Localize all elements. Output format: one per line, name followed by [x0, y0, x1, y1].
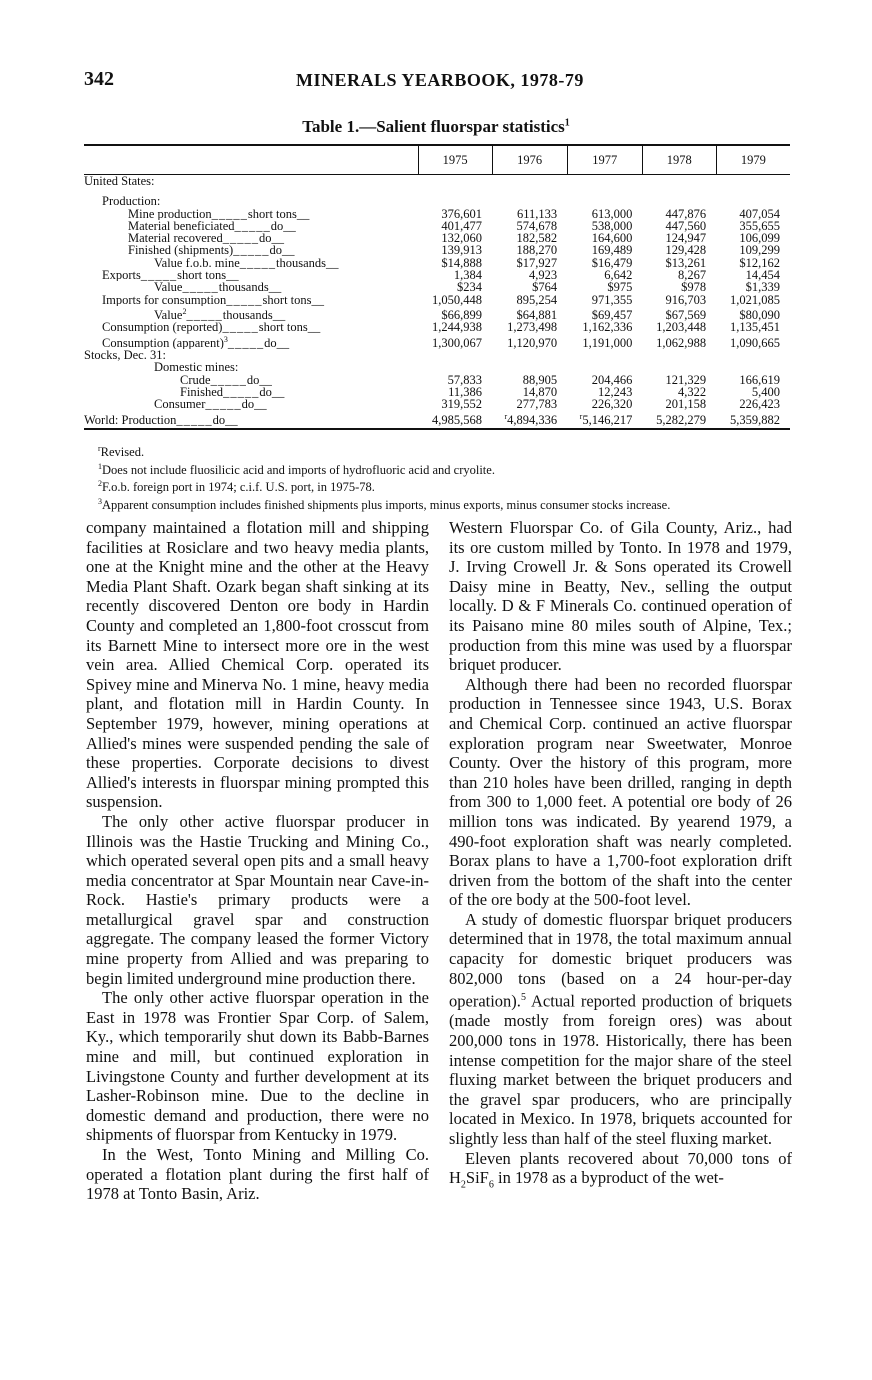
cell-value: $69,457: [591, 308, 633, 323]
cell-value: 1,062,988: [656, 335, 707, 350]
year-header-1979: 1979: [716, 145, 790, 175]
cell-value: 1,162,336: [582, 320, 633, 335]
value-cell-1978: [642, 398, 716, 410]
value-cell-1978: [642, 334, 716, 349]
leader-dots: __: [311, 293, 325, 306]
leader-dots: __: [271, 232, 284, 245]
cell-value: 613,000: [591, 206, 633, 221]
value-cell-1975: [418, 175, 492, 188]
leader-dots: __: [225, 412, 238, 427]
row-unit: do: [241, 398, 255, 411]
revised-mark: r: [504, 411, 508, 421]
table-row: [84, 334, 790, 349]
row-label: [84, 349, 418, 361]
leader-dots: _____: [222, 321, 259, 334]
table-spacer-cell: [84, 187, 790, 195]
cell-value: 916,703: [665, 292, 707, 307]
body-paragraph: Although there had been no recorded fluorspar production in Tennessee since 1943, U.S. Borax and Chemical Corp. continued an active fluorspar exploration program near Sweetwater, Monroe County. Over the history of this program, more than 210 holes have been drilled, ranging in depth from 300 to 1,000 feet. A potential ore body of 26 million tons was indicated. By yearend 1979, a 490-foot exploration shaft was nearly completed. Borax plans to have a 1,700-foot exploration drift driven from the bottom of the shaft into the center of the ore body at the 500-foot level.: [449, 674, 792, 910]
leader-dots: _____: [222, 232, 259, 245]
row-unit: do: [264, 335, 277, 350]
value-cell-1976: [492, 411, 567, 429]
row-label-text: Material beneficiated: [128, 219, 235, 233]
cell-value: 14,870: [522, 385, 558, 400]
table-title-text: Table 1.—Salient fluorspar statistics: [302, 117, 565, 136]
cell-value: $1,339: [745, 280, 780, 295]
leader-dots: __: [272, 308, 286, 322]
cell-value: $978: [681, 280, 707, 295]
row-unit: do: [259, 386, 272, 399]
row-label-text: Production:: [102, 195, 161, 208]
row-unit: thousands: [222, 308, 273, 322]
footnote-mark: 2: [98, 479, 102, 489]
row-label-text: Consumption (apparent): [102, 335, 224, 350]
value-cell-1975: [418, 306, 492, 321]
row-label: [84, 411, 418, 429]
value-cell-1979: [716, 175, 790, 188]
running-head: MINERALS YEARBOOK, 1978-79: [296, 70, 584, 90]
table-row: [84, 306, 790, 321]
table-spacer-row: [84, 187, 790, 195]
cell-value: 1,135,451: [730, 320, 780, 335]
cell-value: 1,050,448: [432, 292, 482, 307]
row-label-footnote-mark: 3: [223, 334, 228, 344]
row-label: [84, 220, 418, 232]
value-cell-1979: [716, 334, 790, 349]
cell-value: 574,678: [516, 218, 558, 233]
cell-value: 6,642: [604, 268, 633, 283]
left-text-column: [86, 518, 429, 1204]
value-cell-1975: [418, 321, 492, 333]
cell-value: $17,927: [516, 255, 558, 270]
value-cell-1975: [418, 334, 492, 349]
paragraph-text: in 1978 as a byproduct of the wet-: [493, 1168, 724, 1188]
value-cell-1977: [567, 294, 642, 306]
row-label: [84, 175, 418, 188]
value-cell-1975: [418, 349, 492, 361]
row-unit: short tons: [258, 321, 308, 334]
value-cell-1977: [567, 306, 642, 321]
value-cell-1975: [418, 294, 492, 306]
cell-value: 11,386: [448, 385, 482, 400]
cell-value: 12,243: [597, 385, 633, 400]
row-label: [84, 386, 418, 398]
cell-value: 182,582: [516, 231, 558, 246]
cell-value: 319,552: [441, 397, 482, 412]
cell-value: 121,329: [665, 372, 707, 387]
row-label: [84, 306, 418, 321]
value-cell-1975: [418, 398, 492, 410]
cell-value: 204,466: [591, 372, 633, 387]
row-label: [84, 334, 418, 349]
row-label: [84, 257, 418, 269]
paragraph-text: A study of domestic fluorspar briquet producers determined that in 1978, the total maximum annual capacity for domestic briquet producers was 802,000 tons (based on a 24 hour-per-day operation).: [449, 909, 792, 1011]
cell-value: 5,359,882: [730, 412, 780, 427]
cell-value: 447,560: [665, 218, 707, 233]
row-label-text: Consumer: [154, 398, 206, 411]
footnote-text: F.o.b. foreign port in 1974; c.i.f. U.S. port, in 1975-78.: [102, 480, 375, 495]
page-number: 342: [84, 68, 114, 90]
cell-value: 8,267: [678, 268, 707, 283]
cell-value: $975: [607, 280, 633, 295]
cell-value: $12,162: [739, 255, 780, 270]
value-cell-1976: [492, 321, 567, 333]
footnote-revised: [98, 442, 798, 460]
value-cell-1979: [716, 321, 790, 333]
cell-value: $66,899: [441, 308, 482, 323]
value-cell-1978: [642, 306, 716, 321]
cell-value: 277,783: [516, 397, 558, 412]
cell-value: 14,454: [745, 268, 780, 283]
cell-value: 132,060: [441, 231, 482, 246]
table-row: [84, 294, 790, 306]
right-text-column: [449, 518, 792, 1195]
cell-value: 139,913: [441, 243, 482, 258]
cell-value: $14,888: [441, 255, 482, 270]
table-stub-header: [84, 145, 418, 175]
cell-value: 447,876: [665, 206, 707, 221]
row-label: [84, 208, 418, 220]
table-row: [84, 411, 790, 429]
cell-value: 109,299: [739, 243, 780, 258]
body-paragraph: [449, 1149, 792, 1195]
cell-value: $67,569: [665, 308, 707, 323]
body-paragraph: [449, 910, 792, 1149]
value-cell-1975: [418, 411, 492, 429]
cell-value: 1,244,938: [432, 320, 482, 335]
row-label: [84, 269, 418, 281]
cell-value: 201,158: [665, 397, 707, 412]
leader-dots: __: [281, 244, 295, 257]
leader-dots: _____: [176, 412, 213, 427]
value-cell-1977: [567, 334, 642, 349]
leader-dots: _____: [140, 269, 178, 282]
value-cell-1978: [642, 411, 716, 429]
row-unit: do: [246, 373, 260, 387]
year-header-1978: 1978: [642, 145, 716, 175]
table-row: [84, 349, 790, 361]
value-cell-1979: [716, 349, 790, 361]
footnote-mark: r: [98, 444, 101, 453]
leader-dots: _____: [186, 308, 223, 322]
table-footnotes: [98, 442, 798, 513]
row-unit: short tons: [247, 207, 297, 220]
row-unit: thousands: [218, 281, 269, 294]
table-header: [84, 145, 790, 175]
leader-dots: _____: [234, 219, 271, 233]
row-label: [84, 374, 418, 386]
value-cell-1977: [567, 321, 642, 333]
footnote-1: [98, 460, 798, 478]
cell-value: 106,099: [739, 231, 780, 246]
value-cell-1978: [642, 175, 716, 188]
value-cell-1977: [567, 411, 642, 429]
value-cell-1976: [492, 349, 567, 361]
cell-value: 611,133: [516, 206, 558, 221]
cell-value: 1,384: [453, 268, 482, 283]
row-unit: do: [212, 412, 226, 427]
value-cell-1976: [492, 306, 567, 321]
cell-value: 4,923: [529, 268, 558, 283]
leader-dots: __: [307, 321, 321, 334]
leader-dots: _____: [210, 373, 247, 387]
value-cell-1976: [492, 334, 567, 349]
value-cell-1976: [492, 294, 567, 306]
row-label-footnote-mark: 2: [182, 306, 187, 316]
value-cell-1979: [716, 411, 790, 429]
value-cell-1976: [492, 175, 567, 188]
leader-dots: _____: [182, 281, 219, 294]
body-paragraph: In the West, Tonto Mining and Milling Co. operated a flotation plant during the first half of 1978 at Tonto Basin, Ariz.: [86, 1145, 429, 1204]
cell-value: 1,273,498: [507, 320, 558, 335]
cell-value: $13,261: [665, 255, 707, 270]
table-body: [84, 175, 790, 430]
cell-value: 4,322: [678, 385, 707, 400]
paragraph-text: Actual reported production of briquets (made mostly from foreign ores) was about 200,000 tons in 1978. Historically, there has been intense competition for the major share of the steel fluxing market between the briquet producers and the gravel spar producers, who are principally located in Mexico. In 1978, briquets accounted for slightly less than half of the steel fluxing market.: [449, 991, 792, 1148]
leader-dots: __: [226, 269, 239, 282]
row-unit: short tons: [177, 269, 227, 282]
leader-dots: __: [276, 335, 290, 350]
cell-value: 1,120,970: [507, 335, 558, 350]
row-label: [84, 361, 418, 373]
cell-value: $234: [457, 280, 482, 295]
table-row: [84, 321, 790, 333]
row-unit: do: [258, 232, 272, 245]
cell-value: $64,881: [516, 308, 558, 323]
leader-dots: _____: [239, 256, 276, 270]
leader-dots: _____: [205, 398, 242, 411]
year-header-1976: 1976: [492, 145, 567, 175]
leader-dots: __: [254, 398, 267, 411]
cell-value: $16,479: [591, 255, 633, 270]
cell-value: 169,489: [591, 243, 633, 258]
table-header-row: [84, 145, 790, 175]
row-label: [84, 244, 418, 256]
cell-value: 4,894,336: [507, 412, 558, 427]
value-cell-1979: [716, 306, 790, 321]
row-label-text: Value: [154, 308, 183, 322]
leader-dots: _____: [226, 293, 263, 306]
cell-value: 376,601: [441, 206, 482, 221]
cell-value: 1,203,448: [656, 320, 707, 335]
paragraph-text: Eleven plants recovered about 70,000 tons of H: [449, 1148, 792, 1188]
cell-value: 1,300,067: [432, 335, 482, 350]
value-cell-1978: [642, 349, 716, 361]
body-paragraph: Western Fluorspar Co. of Gila County, Ariz., had its ore custom milled by Tonto. In 1978 and 1979, J. Irving Crowell Jr. & Sons operated its Crowell Daisy mine in Beatty, Nev., selling the output locally. D & F Minerals Co. continued operation of its Paisano mine 80 miles south of Alpine, Tex.; production from this mine was used by a fluorspar briquet producer.: [449, 518, 792, 675]
cell-value: 971,355: [591, 292, 633, 307]
cell-value: 88,905: [522, 372, 558, 387]
cell-value: 5,282,279: [656, 412, 707, 427]
footnote-3: [98, 495, 798, 513]
row-label: [84, 232, 418, 244]
leader-dots: __: [271, 386, 285, 399]
value-cell-1977: [567, 349, 642, 361]
chemical-subscript: 6: [488, 1179, 494, 1191]
row-label-text: Exports: [102, 269, 141, 282]
row-label: [84, 195, 418, 207]
cell-value: 4,985,568: [432, 412, 482, 427]
cell-value: 124,947: [665, 231, 707, 246]
table-title: [0, 117, 872, 137]
row-label-text: Consumption (reported): [102, 321, 223, 334]
cell-value: 1,090,665: [730, 335, 780, 350]
leader-dots: _____: [223, 386, 260, 399]
value-cell-1978: [642, 321, 716, 333]
year-header-1975: 1975: [418, 145, 492, 175]
value-cell-1978: [642, 294, 716, 306]
leader-dots: __: [268, 281, 282, 294]
body-paragraph: The only other active fluorspar operation in the East in 1978 was Frontier Spar Corp. of Salem, Ky., which temporarily shut down its Babb-Barnes mine and mill, but continued exploration in Livingstone County and further development at its Lasher-Robinson mine. Due to the decline in domestic demand and production, there were no shipments of fluorspar from Kentucky in 1979.: [86, 988, 429, 1145]
footnote-text: Does not include fluosilicic acid and imports of hydrofluoric acid and cryolite.: [102, 462, 495, 477]
paragraph-text: SiF: [465, 1168, 489, 1188]
cell-value: 129,428: [665, 243, 707, 258]
footnote-text: Apparent consumption includes finished shipments plus imports, minus exports, minus consumer stocks increase.: [102, 498, 671, 513]
cell-value: 355,655: [739, 218, 780, 233]
leader-dots: _____: [233, 244, 270, 257]
leader-dots: _____: [227, 335, 265, 350]
cell-value: 166,619: [739, 372, 780, 387]
row-label-text: Value: [154, 281, 183, 294]
row-label-text: Value f.o.b. mine: [154, 256, 240, 270]
row-label-text: Stocks, Dec. 31:: [84, 349, 166, 362]
cell-value: $764: [532, 280, 558, 295]
row-label-text: United States:: [84, 174, 155, 188]
leader-dots: __: [283, 219, 296, 233]
row-label: [84, 294, 418, 306]
value-cell-1977: [567, 175, 642, 188]
value-cell-1976: [492, 398, 567, 410]
value-cell-1979: [716, 294, 790, 306]
row-unit: short tons: [262, 293, 312, 306]
cell-value: 895,254: [516, 292, 558, 307]
cell-value: 407,054: [739, 206, 780, 221]
salient-statistics-table: [84, 144, 790, 430]
footnote-reference: 5: [520, 992, 526, 1004]
footnote-mark: 3: [98, 496, 102, 506]
row-label-text: Material recovered: [128, 232, 223, 245]
row-label-text: Crude: [180, 373, 211, 387]
cell-value: 226,423: [739, 397, 780, 412]
row-label: [84, 321, 418, 333]
table-title-footnote-mark: 1: [564, 117, 570, 129]
row-unit: thousands: [276, 256, 326, 270]
table-row: [84, 175, 790, 188]
cell-value: 226,320: [591, 397, 633, 412]
leader-dots: __: [296, 207, 310, 220]
cell-value: $80,090: [739, 308, 780, 323]
row-label-text: Domestic mines:: [154, 361, 239, 374]
revised-mark: r: [579, 411, 583, 421]
row-label-text: Imports for consumption: [102, 293, 227, 306]
cell-value: 57,833: [447, 372, 482, 387]
row-label-text: Finished (shipments): [128, 244, 234, 257]
cell-value: 5,146,217: [582, 412, 633, 427]
footnote-mark: 1: [98, 461, 102, 471]
table-row: [84, 398, 790, 410]
row-label-text: World: Production: [84, 412, 177, 427]
footnote-2: [98, 477, 798, 495]
cell-value: 164,600: [591, 231, 633, 246]
chemical-subscript: 2: [460, 1179, 466, 1191]
footnote-text: Revised.: [100, 445, 145, 460]
row-label-text: Finished: [180, 386, 224, 399]
leader-dots: _____: [211, 207, 248, 220]
row-unit: do: [270, 219, 284, 233]
row-label: [84, 281, 418, 293]
cell-value: 188,270: [516, 243, 558, 258]
leader-dots: __: [326, 256, 339, 270]
cell-value: 1,191,000: [582, 335, 633, 350]
cell-value: 538,000: [591, 218, 633, 233]
row-unit: do: [269, 244, 282, 257]
cell-value: 5,400: [751, 385, 780, 400]
row-label-text: Mine production: [128, 207, 212, 220]
body-paragraph: The only other active fluorspar producer in Illinois was the Hastie Trucking and Mining Co., which operated several open pits and a small heavy media concentrator at Spar Mountain near Cave-in-Rock. Hastie's primary products were a metallurgical gravel spar and construction aggregate. The company leased the former Victory mine property from Allied and was preparing to begin limited underground mine production there.: [86, 811, 429, 988]
cell-value: 1,021,085: [730, 292, 780, 307]
body-paragraph: company maintained a flotation mill and shipping facilities at Rosiclare and two heavy media plants, one at the Knight mine and the other at the Heavy Media Plant Shaft. Ozark began shaft sinking at its recently discovered Denton ore body in Hardin County and completed an 1,800-foot crosscut from its Barnett Mine to intersect more ore in the west vein area. Allied Chemical Corp. operated its Spivey mine and Minerva No. 1 mine, heavy media plant, and flotation mill in Hardin County. In September 1979, however, mining operations at Allied's mines were suspended pending the sale of these properties. Corporate decisions to divest Allied's interests in fluorspar mining prompted this suspension.: [86, 518, 429, 812]
value-cell-1979: [716, 398, 790, 410]
year-header-1977: 1977: [567, 145, 642, 175]
row-label: [84, 398, 418, 410]
value-cell-1977: [567, 398, 642, 410]
cell-value: 401,477: [441, 218, 482, 233]
leader-dots: __: [259, 373, 272, 387]
